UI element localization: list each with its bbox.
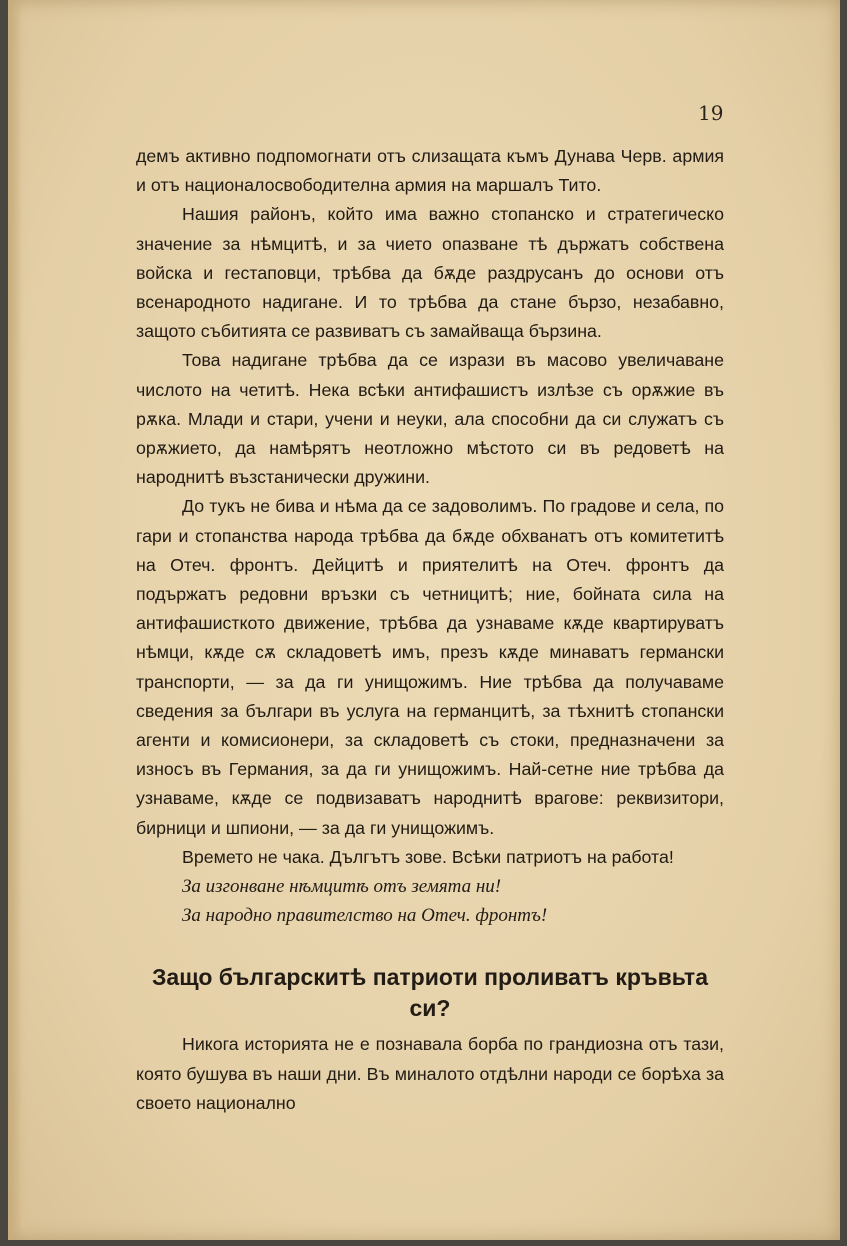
paragraph-5: Времето не чака. Дългътъ зове. Всѣки патриотъ на работа!: [182, 846, 674, 867]
paragraph-1: демъ активно подпомогнати отъ слизащата къмъ Дунава Черв. армия и отъ националосвободителна армия на маршалъ Тито.: [136, 146, 724, 196]
slogan-2: За народно правителство на Отеч. фронтъ!: [182, 905, 548, 927]
book-page: [8, 0, 840, 1240]
paragraph-3: Това надигане трѣбва да се изрази въ масово увеличаване числото на четитѣ. Нека всѣки антифашистъ излѣзе съ орѫжие въ рѫка. Млади и стари, учени и неуки, ала способни да си служатъ съ орѫжието, да намѣрятъ неотложно мѣстото си въ редоветѣ на народнитѣ възстанически дружини.: [136, 350, 724, 488]
page-number: 19: [698, 101, 724, 125]
paragraph-4: До тукъ не бива и нѣма да се задоволимъ. По градове и села, по гари и стопанства народа трѣбва да бѫде обхванатъ отъ комитетитѣ на Отеч. фронтъ. Дейцитѣ и приятелитѣ на Отеч. фронтъ да подържатъ редовни връзки съ четницитѣ; ние, бойната сила на антифашисткото движение, трѣбва да узнаваме кѫде квартируватъ нѣмци, кѫде сѫ складоветѣ имъ, презъ кѫде минаватъ германски транспорти, — за да ги унищожимъ. Ние трѣбва да получаваме сведения за българи въ услуга на германцитѣ, за тѣхнитѣ стопански агенти и комисионери, за складоветѣ съ стоки, предназначени за износъ въ Германия, за да ги унищожимъ. Най-сетне ние трѣбва да узнаваме, кѫде се подвизаватъ народнитѣ врагове: реквизитори, бирници и шпиони, — за да ги унищожимъ.: [136, 496, 724, 838]
closing-paragraph: Никога историята не е познавала борба по грандиозна отъ тази, която бушува въ наши дни. Въ миналото отдѣлни народи се борѣха за своето национално: [136, 1034, 724, 1113]
section-heading: Защо българскитѣ патриоти проливатъ кръвьта си?: [152, 964, 708, 1022]
paragraph-2: Нашия районъ, който има важно стопанско и стратегическо значение за нѣмцитѣ, и за чието опазване тѣ държатъ собствена войска и гестаповци, трѣбва да бѫде раздрусанъ до основи отъ всенародното надигане. И то трѣбва да стане бързо, незабавно, защото събитията се развиватъ съ замайваща бързина.: [136, 204, 724, 342]
page-body: [136, 142, 724, 1118]
slogan-1: За изгонване нѣмцитѣ отъ земята ни!: [182, 876, 502, 898]
